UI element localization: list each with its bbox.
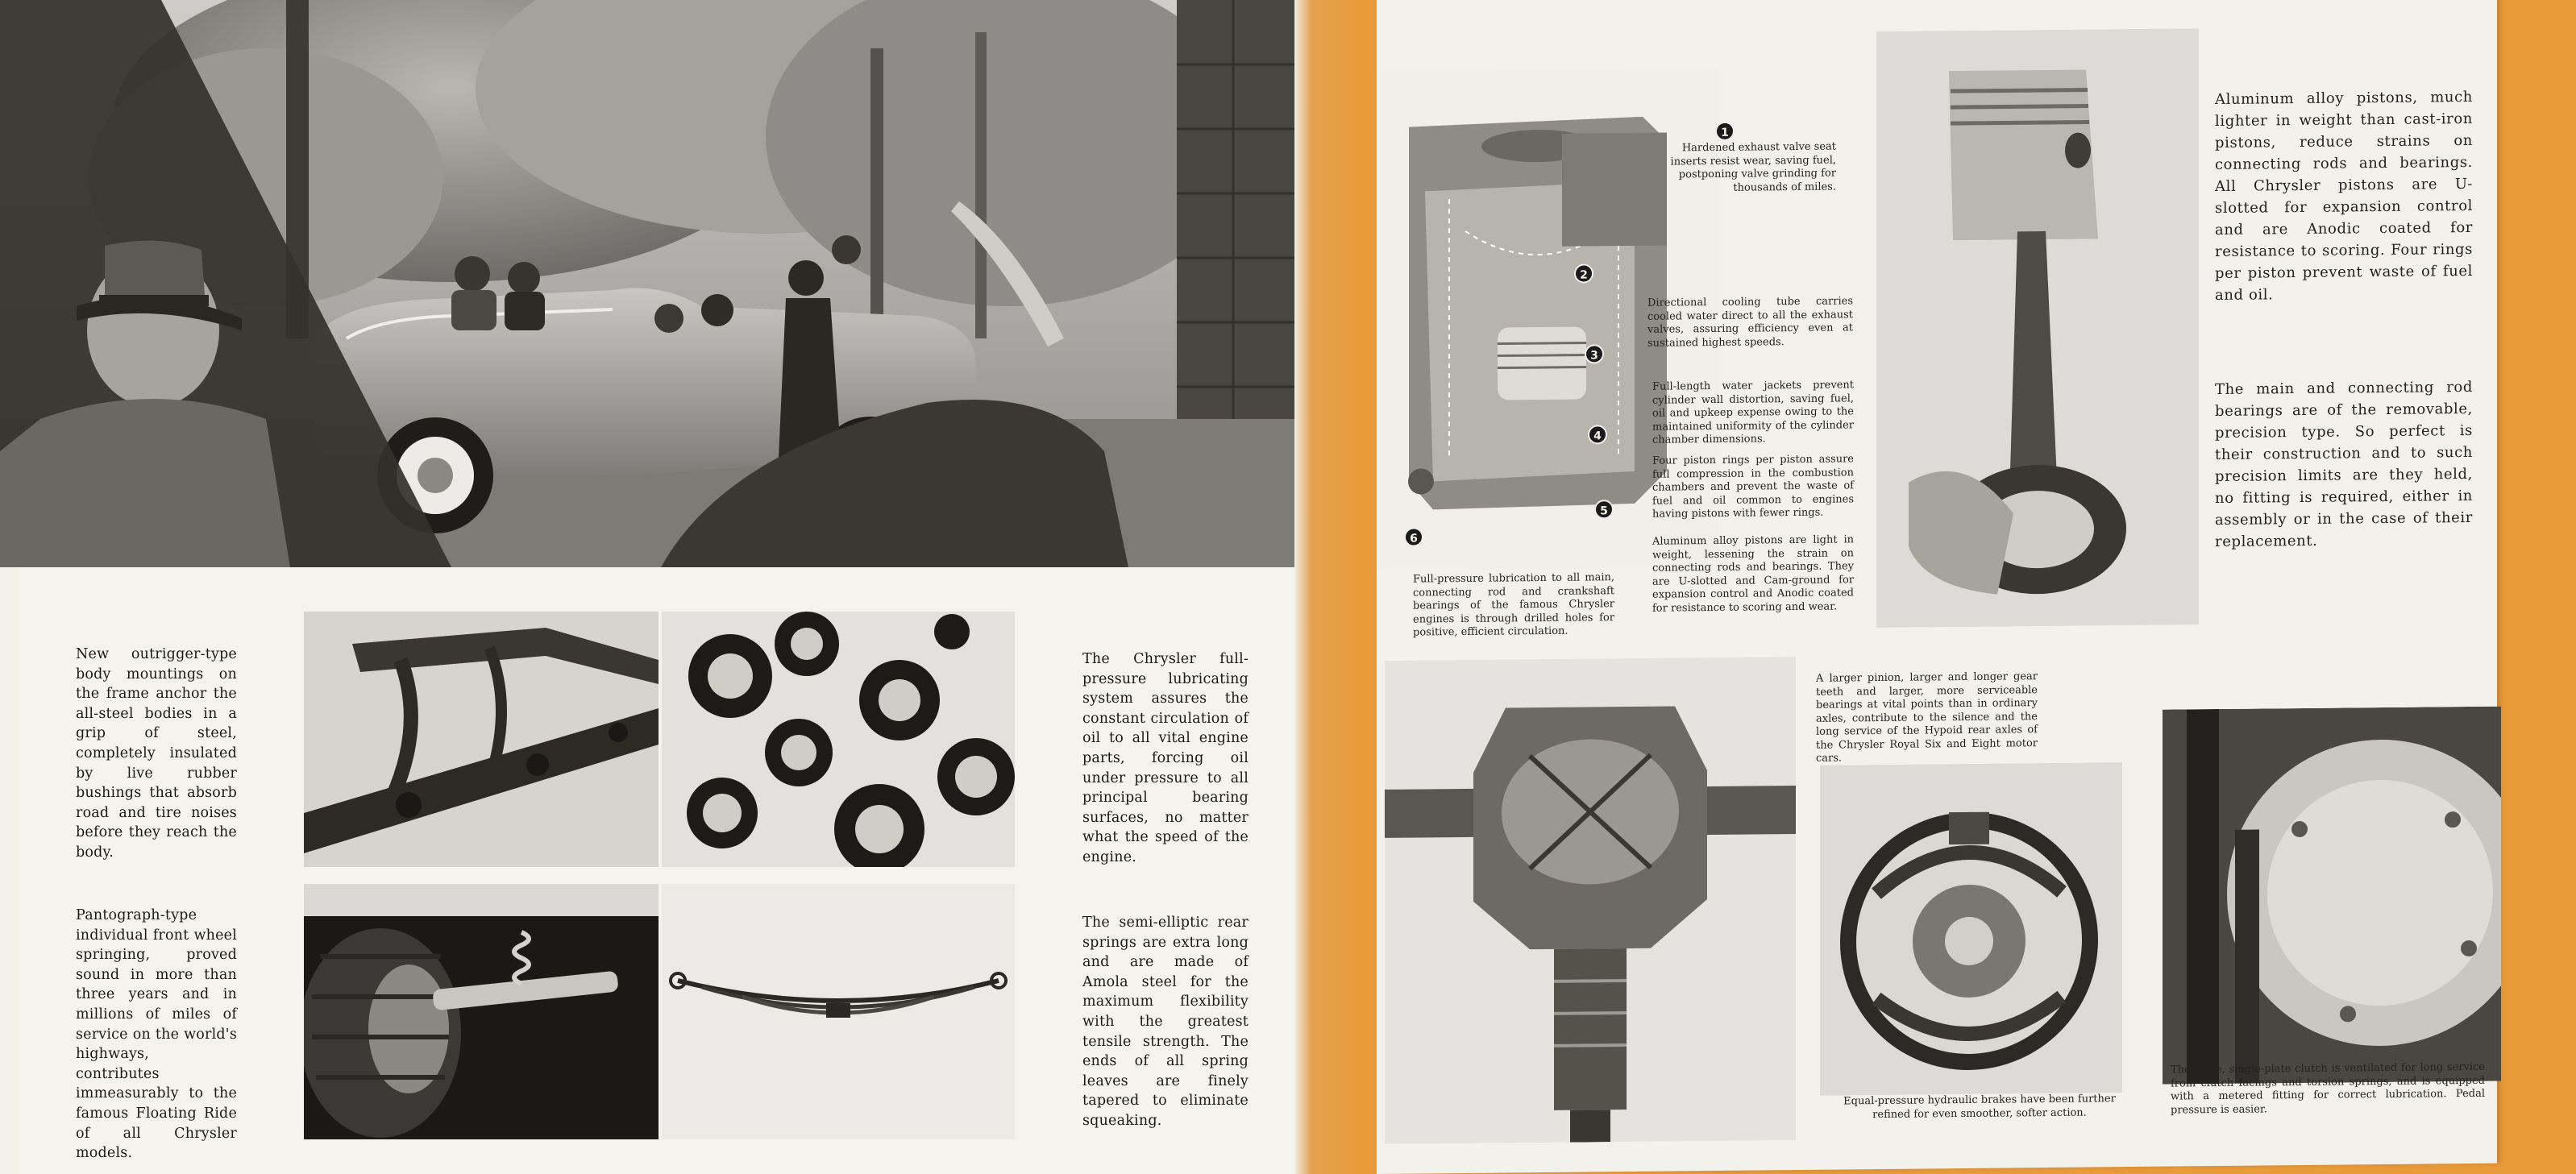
bearings-illustration	[662, 612, 1015, 867]
convertible-touring-photo	[0, 0, 1294, 567]
callout-number-4: 4	[1588, 425, 1607, 444]
water-jackets-text: Full-length water jackets prevent cylinder wall distortion, saving fuel, oil and upkeep expense owing to the maintained uniformity of the cylinder chamber dimensions.	[1652, 379, 1854, 446]
callout-number-5: 5	[1594, 500, 1614, 519]
piston-rings-text: Four piston rings per piston assure full compression in the combustion chambers and prevent the waste of fuel and oil common to engines having pistons with fewer rings.	[1652, 453, 1854, 521]
convertible-touring-illustration	[0, 0, 1294, 567]
bearings-photo	[662, 612, 1015, 867]
brake-drum-illustration	[1820, 762, 2122, 1096]
directional-cooling-tube-text: Directional cooling tube carries cooled water direct to all the exhaust valves, assuring efficiency even at sustained highest speeds.	[1647, 295, 1853, 350]
clutch-caption: The large, single-plate clutch is ventilated for long service from clutch facings and torsion springs, and is equipped with a metered fitting for correct lubrication. Pedal pressure is easier.	[2171, 1060, 2485, 1117]
hypoid-rear-axle-text: A larger pinion, larger and longer gear teeth and larger, more serviceable bearings at vital points than in ordinary axles, contribute to the silence and the long service of the Hypoid rear axles of the Chrysler Royal Six and Eight motor cars.	[1816, 670, 2038, 765]
callout-number-1: 1	[1715, 122, 1735, 141]
single-plate-clutch-photo	[2163, 707, 2501, 1085]
aluminum-pistons-caption-text: Aluminum alloy pistons are light in weight, lessening the strain on connecting rods and bearings. They are U-slotted and Cam-ground for expansion control and Anodic coated for resistance to scoring and wear.	[1652, 533, 1854, 615]
right-page	[1352, 0, 2576, 1174]
pantograph-springing-text: Pantograph-type individual front wheel springing, proved sound in more than three years and in millions of miles of service on the world's highways, contributes immeasurably to the famous Floating Ride of all Chrysler models.	[76, 907, 237, 1162]
piston-rod-illustration	[1876, 28, 2199, 628]
precision-bearings-text: The main and connecting rod bearings are of the removable, precision type. So perfect is their construction and to such precision limits are they held, no fitting is required, either in assembly or in the case of their replacement.	[2215, 378, 2473, 551]
frame-outrigger-photo	[304, 612, 659, 867]
full-pressure-lubrication-caption: Full-pressure lubrication to all main, connecting rod and crankshaft bearings of the famous Chrysler engines is through drilled holes for positive, efficient circulation.	[1413, 571, 1614, 639]
hydraulic-brakes-caption: Equal-pressure hydraulic brakes have been further refined for even smoother, softer action.	[1843, 1093, 2116, 1121]
semi-elliptic-spring-photo	[662, 884, 1015, 1139]
front-wheel-springing-photo	[304, 884, 659, 1139]
callout-number-6: 6	[1404, 527, 1423, 546]
hydraulic-brakes-photo	[1820, 762, 2122, 1096]
exhaust-valve-inserts-text: Hardened exhaust valve seat inserts resist wear, saving fuel, postponing valve grinding for thousands of miles.	[1670, 140, 1836, 194]
leaf-spring-illustration	[662, 884, 1015, 1139]
lubricating-system-text: The Chrysler full-pressure lubricating system assures the constant circulation of oil to all vital engine parts, forcing oil under pressure to all principal bearing surfaces, no matter what the speed of the engine.	[1082, 651, 1249, 865]
page-gutter	[1294, 0, 1352, 1174]
callout-number-2: 2	[1574, 263, 1593, 283]
clutch-illustration	[2163, 707, 2501, 1085]
rear-axle-illustration	[1385, 657, 1796, 1144]
rear-springs-text: The semi-elliptic rear springs are extra long and are made of Amola steel for the maximum flexibility with the greatest tensile strength. The ends of all spring leaves are finely tapered to eliminate squeaking.	[1082, 915, 1249, 1129]
right-paper-sheet	[1377, 0, 2497, 1174]
front-wheel-illustration	[304, 884, 659, 1139]
callout-number-3: 3	[1585, 344, 1604, 363]
rear-axle-cutaway-photo	[1385, 657, 1796, 1144]
outrigger-body-mountings-text: New outrigger-type body mountings on the frame anchor the all-steel bodies in a grip of steel, completely insulated by live rubber bushings that absorb road and tire noises before they reach the body.	[76, 646, 237, 861]
frame-outrigger-illustration	[304, 612, 659, 867]
piston-connecting-rod-photo	[1876, 28, 2199, 628]
aluminum-pistons-text: Aluminum alloy pistons, much lighter in weight than cast-iron pistons, reduce strains on connecting rods and bearings. All Chrysler pistons are U-slotted for expansion control and are Anodic coated for resistance to scoring. Four rings per piston prevent waste of fuel and oil.	[2215, 88, 2473, 305]
